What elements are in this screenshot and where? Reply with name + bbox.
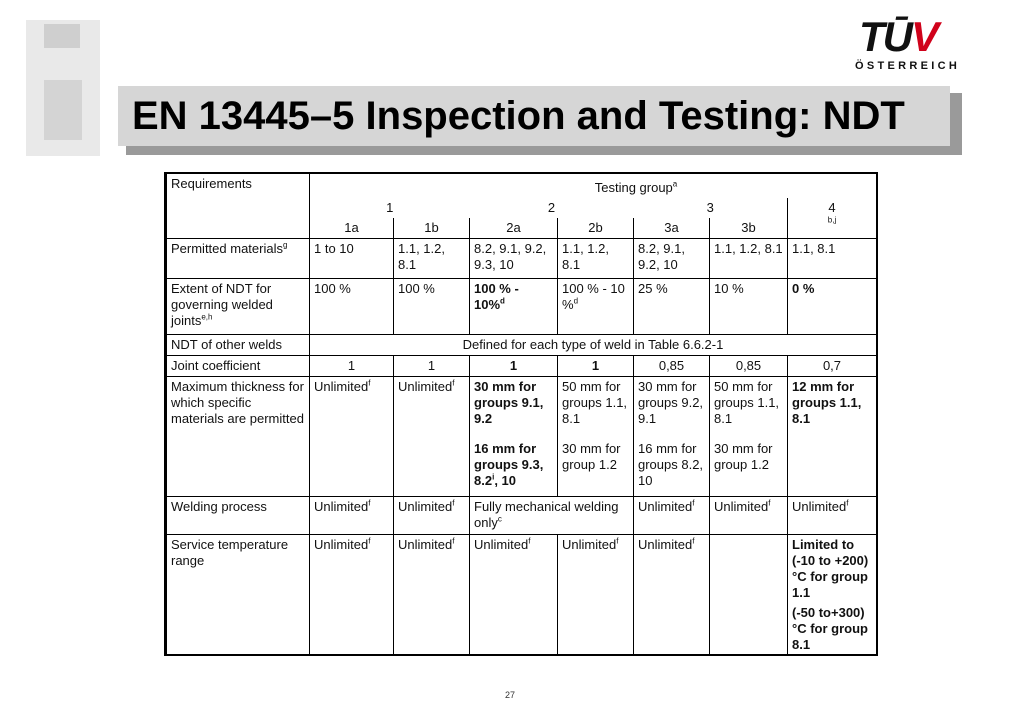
title-box: [118, 86, 950, 146]
ndt-other-welds-label: NDT of other welds: [167, 335, 310, 356]
ndt-table-image: [164, 172, 878, 656]
thickness-2b: 50 mm for groups 1.1, 8.1 30 mm for group 1.2: [558, 377, 634, 497]
service-3b-empty: [710, 535, 788, 656]
group-3: 3: [706, 200, 714, 215]
welding-1b: Unlimited$^f$: [394, 497, 470, 535]
permitted-materials-row: [167, 239, 877, 279]
joint-coefficient-label: Joint coefficient: [167, 356, 310, 377]
permitted-1b: 1.1, 1.2, 8.1: [394, 239, 470, 279]
ndt-other-welds-row: [167, 335, 877, 356]
subgroup-3b: 3b: [710, 218, 788, 239]
service-2b: Unlimited$^f$: [558, 535, 634, 656]
service-1a: Unlimited$^f$: [310, 535, 394, 656]
permitted-3a: 8.2, 9.1, 9.2, 10: [634, 239, 710, 279]
welding-3b: Unlimited$^f$: [710, 497, 788, 535]
subgroup-2a: 2a: [470, 218, 558, 239]
permitted-2b: 1.1, 1.2, 8.1: [558, 239, 634, 279]
subgroup-1b: 1b: [394, 218, 470, 239]
permitted-3b: 1.1, 1.2, 8.1: [710, 239, 788, 279]
ndt-table: [166, 174, 877, 656]
extent-3b: 10 %: [710, 279, 788, 335]
service-2a: Unlimited$^f$: [470, 535, 558, 656]
welding-3a: Unlimited$^f$: [634, 497, 710, 535]
service-1b: Unlimited$^f$: [394, 535, 470, 656]
joint-4: 0,7: [788, 356, 877, 377]
joint-1a: 1: [310, 356, 394, 377]
service-temperature-label: Service temperature range: [167, 535, 310, 656]
joint-coefficient-row: [167, 356, 877, 377]
group-2: 2: [547, 200, 556, 215]
permitted-4: 1.1, 8.1: [788, 239, 877, 279]
slide-title: EN 13445–5 Inspection and Testing: NDT: [132, 93, 905, 138]
testing-group-header: Testing group$^a$: [310, 174, 877, 198]
joint-3a: 0,85: [634, 356, 710, 377]
max-thickness-row: [167, 377, 877, 497]
service-4: Limited to (-10 to +200) °C for group 1.1 (-50 to+300) °C for group 8.1: [788, 535, 877, 656]
logo-text-main: TŪ: [859, 13, 911, 60]
thickness-3b: 50 mm for groups 1.1, 8.1 30 mm for group 1.2: [710, 377, 788, 497]
logo-subtitle: ÖSTERREICH: [855, 60, 961, 72]
welding-1a: Unlimited$^f$: [310, 497, 394, 535]
joint-1b: 1: [394, 356, 470, 377]
ndt-other-welds-value: Defined for each type of weld in Table 6.6.2-1: [310, 335, 877, 356]
welding-2: Fully mechanical welding only$^c$: [470, 497, 634, 535]
eu-door-icon: [44, 80, 82, 140]
welding-4: Unlimited$^f$: [788, 497, 877, 535]
thickness-4: 12 mm for groups 1.1, 8.1: [788, 377, 877, 497]
thickness-1b: Unlimited$^f$: [394, 377, 470, 497]
subgroup-1a: 1a: [310, 218, 394, 239]
permitted-materials-label: Permitted materials$^g$: [167, 239, 310, 279]
extent-4: 0 %: [788, 279, 877, 335]
joint-3b: 0,85: [710, 356, 788, 377]
joint-2b: 1: [558, 356, 634, 377]
page-number: 27: [505, 690, 516, 700]
service-3a: Unlimited$^f$: [634, 535, 710, 656]
permitted-1a: 1 to 10: [310, 239, 394, 279]
group-1: 1: [310, 198, 470, 218]
requirements-header: Requirements: [167, 174, 310, 239]
subgroup-3a: 3a: [634, 218, 710, 239]
tuv-logo: [855, 12, 965, 74]
welding-process-label: Welding process: [167, 497, 310, 535]
header-row: [167, 174, 877, 198]
thickness-3a: 30 mm for groups 9.2, 9.1 16 mm for groups 8.2, 10: [634, 377, 710, 497]
extent-1b: 100 %: [394, 279, 470, 335]
extent-1a: 100 %: [310, 279, 394, 335]
group-4: 4 $^{b,j}$: [788, 198, 877, 239]
permitted-2a: 8.2, 9.1, 9.2, 9.3, 10: [470, 239, 558, 279]
joint-2a: 1: [470, 356, 558, 377]
thickness-2a: 30 mm for groups 9.1, 9.2 16 mm for groups 9.3, 8.2$^i$, 10: [470, 377, 558, 497]
extent-3a: 25 %: [634, 279, 710, 335]
eu-flag-icon: [44, 24, 80, 48]
welding-process-row: [167, 497, 877, 535]
subgroup-2b: 2b: [558, 218, 634, 239]
max-thickness-label: Maximum thickness for which specific materials are permitted: [167, 377, 310, 497]
extent-2a: 100 % - 10%$^d$: [470, 279, 558, 335]
service-temperature-row: [167, 535, 877, 656]
logo-text-accent: V: [911, 13, 938, 60]
extent-ndt-row: [167, 279, 877, 335]
thickness-1a: Unlimited$^f$: [310, 377, 394, 497]
extent-2b: 100 % - 10 %$^d$: [558, 279, 634, 335]
extent-ndt-label: Extent of NDT for governing welded joints$^{e,h}$: [167, 279, 310, 335]
